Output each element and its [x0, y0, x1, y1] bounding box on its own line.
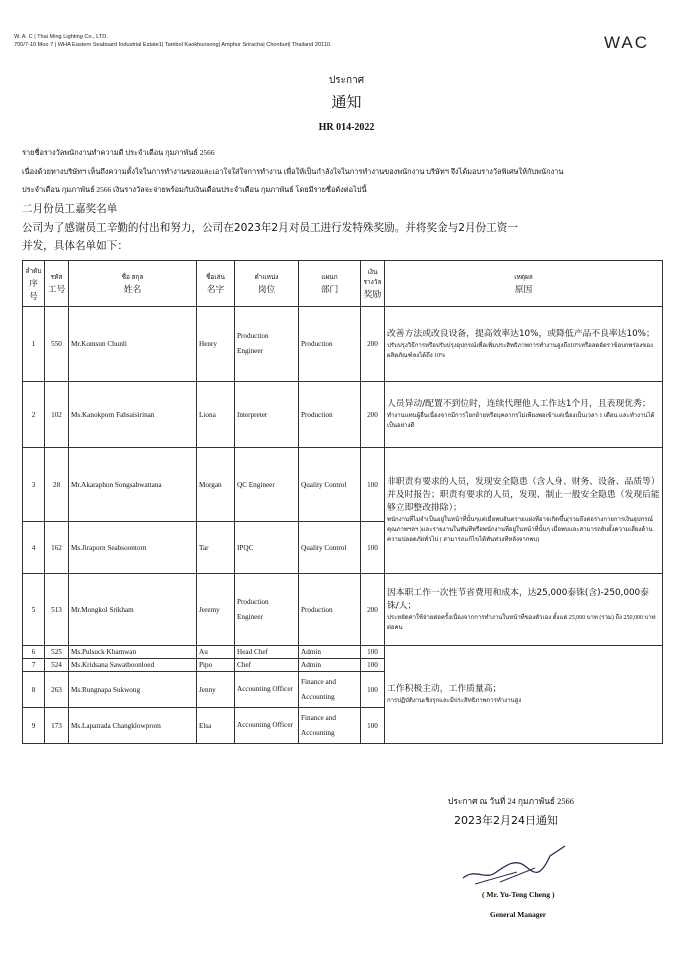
cell-name: Ms.Jiraporn Seabsoontorn — [69, 522, 197, 574]
announcement-date-cn: 2023年2月24日通知 — [454, 814, 558, 827]
cell-nickname: Jeremy — [197, 574, 235, 646]
table-row — [23, 646, 663, 659]
cell-department: Finance and Accounting — [299, 672, 361, 708]
intro-thai-line1: รายชื่อรางวัลพนักงานทำความดี ประจำเดือน กุมภาพันธ์ 2566 — [22, 148, 215, 157]
cell-no: 9 — [23, 708, 45, 744]
cell-department: Production — [299, 307, 361, 382]
cell-name: Mr.Akaraphon Songsabwattana — [69, 448, 197, 522]
header-id: รหัส 工号 — [45, 261, 69, 307]
intro-cn-title: 二月份员工嘉奖名单 — [22, 203, 118, 215]
cell-department: Admin — [299, 646, 361, 659]
cell-id: 162 — [45, 522, 69, 574]
cell-reward: 100 — [361, 646, 385, 659]
cell-position: Head Chef — [235, 646, 299, 659]
cell-department: Quality Control — [299, 522, 361, 574]
cell-reason: 改善方法或改良设备，提高效率达10%，或降低产品不良率达10%； ปรับปรุงวิธีการหรือปรับปรุงอุปกรณ์เพื่อเพิ่มประสิทธิภาพการทำงานสูงถึง10%หรือลดอัตราข้อบกพร่องของผลิตภัณฑ์ลงได้ถึง 10% — [385, 307, 663, 382]
header-reward: เงินรางวัล 奖励 — [361, 261, 385, 307]
cell-department: Finance and Accounting — [299, 708, 361, 744]
intro-cn-line2: 并发，具体名单如下： — [22, 240, 128, 252]
cell-no: 6 — [23, 646, 45, 659]
cell-position: Accounting Officer — [235, 672, 299, 708]
cell-nickname: Au — [197, 646, 235, 659]
cell-department: Production — [299, 574, 361, 646]
title-thai: ประกาศ — [328, 75, 365, 86]
cell-reason: 人员异动/配置不到位时，连续代理他人工作达1个月，且表现优秀； ทำงานแทนผู้อื่นเนื่องจากมีการโยกย้ายหรือบุคลากรไม่เพียงพอเข้าแต่เนื่องเป็นเวลา 1 เดือน และทำงานได้เป็นอย่างดี — [385, 382, 663, 448]
cell-reward: 100 — [361, 672, 385, 708]
cell-id: 102 — [45, 382, 69, 448]
intro-thai-line3: ประจำเดือน กุมภาพันธ์ 2566 เงินรางวัลจะจ่ายพร้อมกับเงินเดือนประจำเดือน กุมภาพันธ์ โดยมีรายชื่อดังต่อไปนี้ — [22, 185, 367, 194]
cell-position: Interpreter — [235, 382, 299, 448]
cell-reason: 工作积极主动，工作质量高； การปฏิบัติงานเชิงรุกและมีประสิทธิภาพการทำงานสูง — [385, 646, 663, 744]
cell-nickname: Henry — [197, 307, 235, 382]
header-department: แผนก 部门 — [299, 261, 361, 307]
header-nickname: ชื่อเล่น 名字 — [197, 261, 235, 307]
cell-no: 4 — [23, 522, 45, 574]
cell-position: Chef — [235, 659, 299, 672]
cell-nickname: Morgan — [197, 448, 235, 522]
cell-id: 513 — [45, 574, 69, 646]
cell-nickname: Liona — [197, 382, 235, 448]
cell-reason: 因本职工作一次性节省费用和成本，达25,000泰铢(含)-250,000泰铢/人； ประหยัดค่าใช้จ่ายต่อครั้งเนื่องจากการทำงานในหน้าที่ของตัวเอง ตั้งแต่ 25,000 บาท (รวม) ถึง 250,000 บาทต่อคน — [385, 574, 663, 646]
cell-no: 2 — [23, 382, 45, 448]
cell-nickname: Pipo — [197, 659, 235, 672]
cell-position: IPQC — [235, 522, 299, 574]
cell-department: Quality Control — [299, 448, 361, 522]
cell-name: Mr.Komsun Chunli — [69, 307, 197, 382]
cell-id: 263 — [45, 672, 69, 708]
document-number: HR 014-2022 — [318, 122, 375, 133]
cell-id: 550 — [45, 307, 69, 382]
cell-no: 7 — [23, 659, 45, 672]
table-header-row — [23, 261, 663, 307]
cell-name: Ms.Rungnapa Sukwong — [69, 672, 197, 708]
announcement-date-thai: ประกาศ ณ วันที่ 24 กุมภาพันธ์ 2566 — [448, 797, 574, 806]
cell-reward: 200 — [361, 574, 385, 646]
award-table — [22, 260, 663, 744]
company-name: W. A. C | Thai Ming Lighting Co., LTD. — [14, 34, 108, 40]
header-no: ลำดับ 序号 — [23, 261, 45, 307]
company-logo: WAC — [603, 33, 649, 52]
title-chinese: 通知 — [331, 93, 362, 111]
company-address: 700/7-10 Moo 7 | WHA Eastern Seaboard Industrial Estate1| Tambol Kaokhunsong| Amphur Sriracha| Chonburi| Thailand 20110. — [14, 42, 332, 48]
cell-name: Ms.Pulsuck Khamwan — [69, 646, 197, 659]
cell-reward: 100 — [361, 708, 385, 744]
cell-position: Production Engineer — [235, 574, 299, 646]
cell-no: 1 — [23, 307, 45, 382]
cell-nickname: Tar — [197, 522, 235, 574]
intro-cn-line1: 公司为了感谢员工辛勤的付出和努力，公司在2023年2月对员工进行发特殊奖励。并将奖金与2月份工资一 — [22, 222, 518, 234]
cell-reward: 100 — [361, 522, 385, 574]
cell-id: 28 — [45, 448, 69, 522]
cell-nickname: Jenny — [197, 672, 235, 708]
signatory-title: General Manager — [490, 910, 547, 919]
cell-name: Ms.Lapatrada Changklowprom — [69, 708, 197, 744]
cell-name: Ms.Kridsana Sawatboonloed — [69, 659, 197, 672]
cell-position: QC Engineer — [235, 448, 299, 522]
cell-no: 5 — [23, 574, 45, 646]
header-position: ตำแหน่ง 岗位 — [235, 261, 299, 307]
cell-department: Admin — [299, 659, 361, 672]
cell-nickname: Elsa — [197, 708, 235, 744]
signatory-name: ( Mr. Yu-Teng Cheng ) — [482, 890, 555, 899]
table-row — [23, 574, 663, 646]
cell-name: Mr.Mongkol Srikham — [69, 574, 197, 646]
cell-name: Ms.Kanokporn Fahsaisirinan — [69, 382, 197, 448]
cell-no: 8 — [23, 672, 45, 708]
header-name: ชื่อ สกุล 姓名 — [69, 261, 197, 307]
header-reason: เหตุผล 原因 — [385, 261, 663, 307]
cell-id: 524 — [45, 659, 69, 672]
cell-reward: 200 — [361, 382, 385, 448]
cell-reward: 200 — [361, 307, 385, 382]
cell-position: Accounting Officer — [235, 708, 299, 744]
cell-reason: 非职责有要求的人员，发现安全隐患（含人身、财务、设备、品质等）并及时报告；职责有要求的人员，发现、制止一般安全隐患（发现后能够立即整改排除）； พนักงานที่ไม่จำเป็นอยู่ในหน้าที่นั้นๆแต่เมื่อพบอันตรายแฝงที่อาจเกิดขึ้น(รวมถึงต่อร่างกายการเงินอุปกรณ์คุณภาพฯลฯ )และรายงานในทันทีหรือพนักงานที่อยู่ในหน้าที่นั้นๆ เมื่อพบและสามารถยับยั้งความเสี่ยงด้านความปลอดภัยทั่วไป ( สามารถแก้ไขได้ทันท่วงทีหลังจากพบ) — [385, 448, 663, 574]
table-row — [23, 307, 663, 382]
cell-reward: 100 — [361, 659, 385, 672]
cell-id: 173 — [45, 708, 69, 744]
intro-thai-line2: เนื่องด้วยทางบริษัทฯ เห็นถึงความตั้งใจในการทำงานของและเอาใจใส่ใจการทำงาน เพื่อให้เป็นกำลังใจในการทำงานของพนักงาน บริษัทฯ จึงได้มอบรางวัลพิเศษให้กับพนักงาน — [22, 167, 564, 176]
cell-reward: 100 — [361, 448, 385, 522]
cell-id: 525 — [45, 646, 69, 659]
cell-position: Production Engineer — [235, 307, 299, 382]
cell-no: 3 — [23, 448, 45, 522]
table-row — [23, 448, 663, 522]
table-row — [23, 382, 663, 448]
cell-department: Production — [299, 382, 361, 448]
signature-icon — [455, 838, 575, 893]
